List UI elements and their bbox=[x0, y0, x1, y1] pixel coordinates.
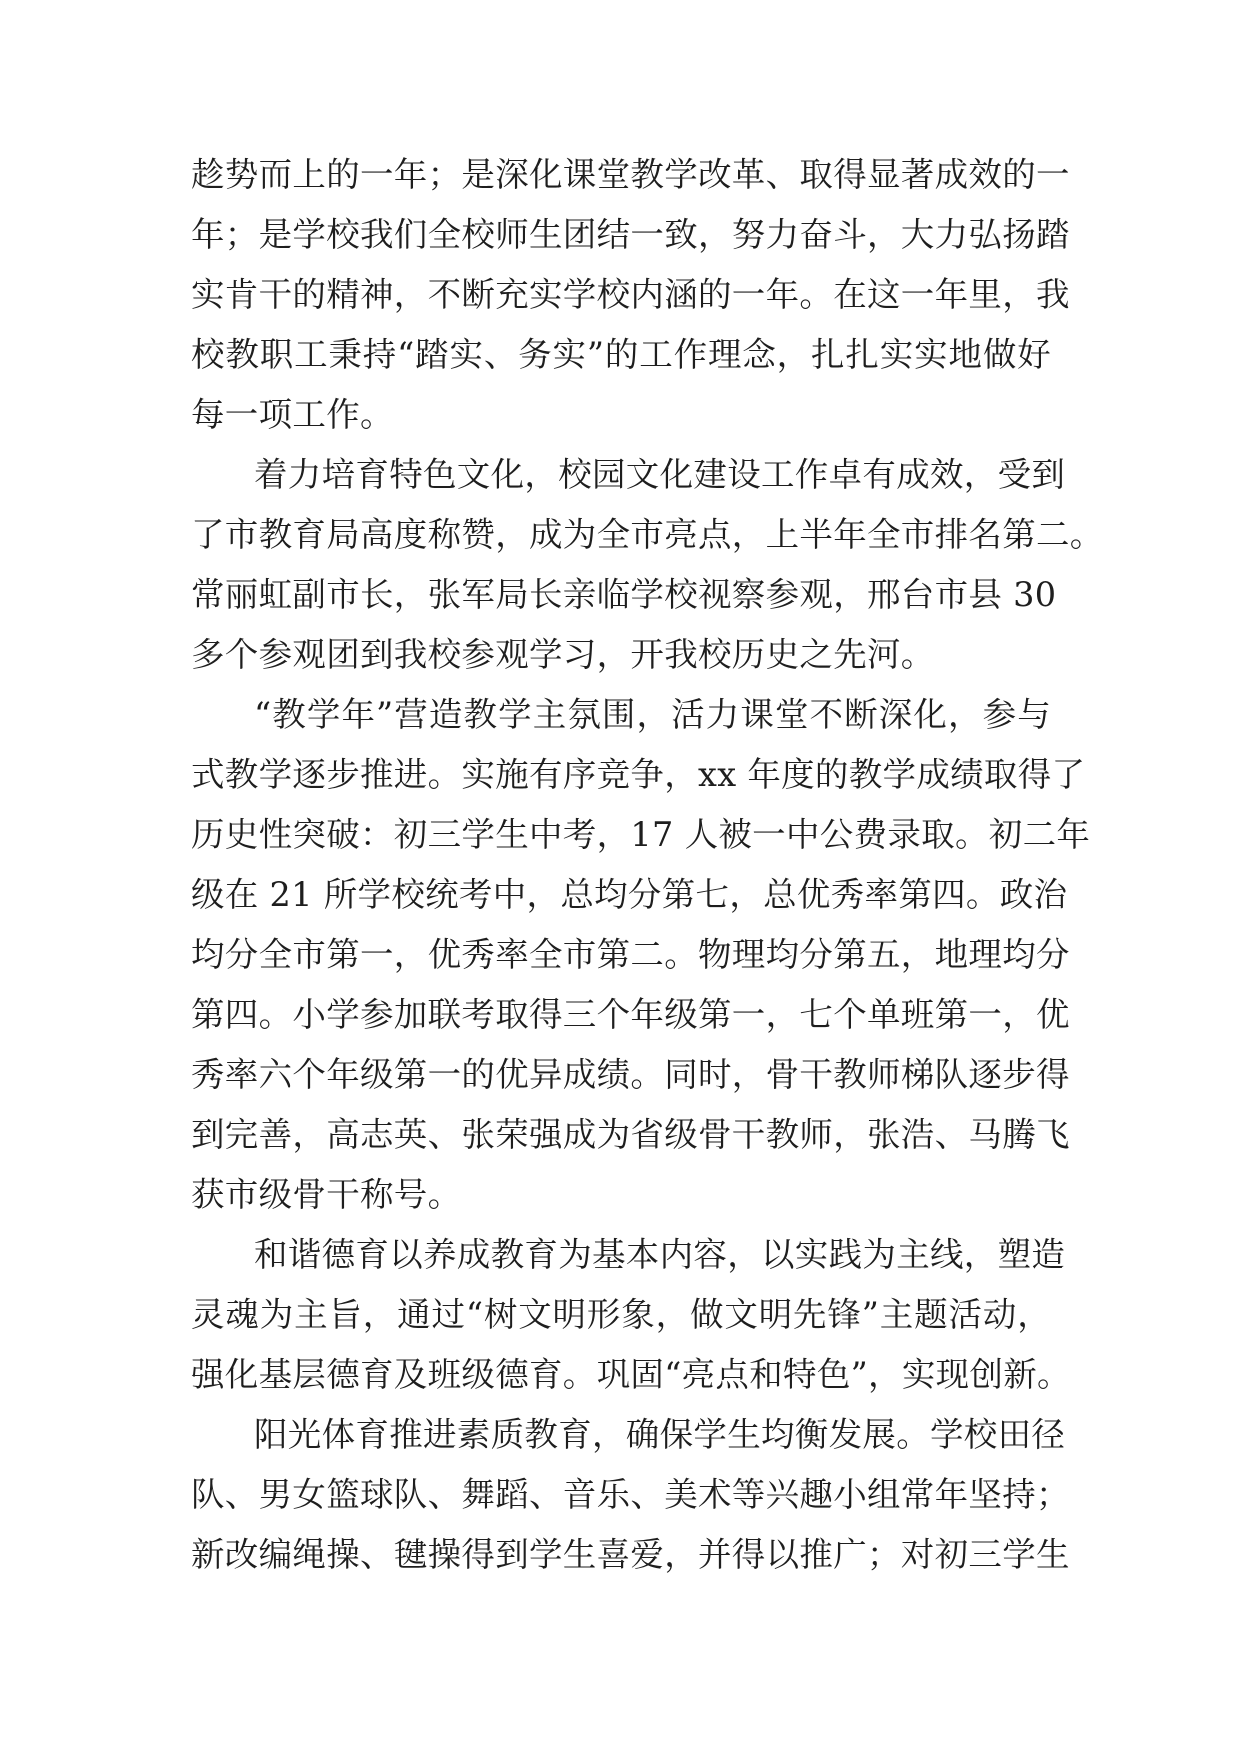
text-line: 秀率六个年级第一的优异成绩。同时，骨干教师梯队逐步得 bbox=[191, 1055, 1070, 1094]
text-line: 式教学逐步推进。实施有序竞争，xx 年度的教学成绩取得了 bbox=[191, 755, 1086, 794]
text-line: 新改编绳操、毽操得到学生喜爱，并得以推广；对初三学生 bbox=[191, 1535, 1070, 1574]
text-line: 队、男女篮球队、舞蹈、音乐、美术等兴趣小组常年坚持； bbox=[191, 1475, 1070, 1514]
text-line: 着力培育特色文化，校园文化建设工作卓有成效，受到 bbox=[254, 455, 1066, 494]
paragraph-3 bbox=[191, 685, 1091, 1225]
text-line: 趁势而上的一年；是深化课堂教学改革、取得显著成效的一 bbox=[191, 155, 1070, 194]
text-line: 获市级骨干称号。 bbox=[191, 1175, 462, 1214]
text-line: 到完善，高志英、张荣强成为省级骨干教师，张浩、马腾飞 bbox=[191, 1115, 1070, 1154]
paragraph-2 bbox=[191, 445, 1104, 685]
text-line: 了市教育局高度称赞，成为全市亮点，上半年全市排名第二。 bbox=[191, 515, 1104, 554]
document-body bbox=[191, 145, 1104, 1585]
text-line: 和谐德育以养成教育为基本内容，以实践为主线，塑造 bbox=[254, 1235, 1066, 1274]
text-line: 年；是学校我们全校师生团结一致，努力奋斗，大力弘扬踏 bbox=[191, 215, 1070, 254]
text-line: 常丽虹副市长，张军局长亲临学校视察参观，邢台市县 30 bbox=[191, 575, 1057, 614]
text-line: 每一项工作。 bbox=[191, 395, 394, 434]
text-line: 第四。小学参加联考取得三个年级第一，七个单班第一，优 bbox=[191, 995, 1070, 1034]
text-line: 实肯干的精神，不断充实学校内涵的一年。在这一年里，我 bbox=[191, 275, 1070, 314]
paragraph-5 bbox=[191, 1405, 1070, 1585]
text-line: 强化基层德育及班级德育。巩固“亮点和特色”，实现创新。 bbox=[191, 1355, 1071, 1394]
text-line: 历史性突破：初三学生中考，17 人被一中公费录取。初二年 bbox=[191, 815, 1091, 854]
text-line: “教学年”营造教学主氛围，活力课堂不断深化，参与 bbox=[254, 695, 1051, 734]
paragraph-1 bbox=[191, 145, 1070, 445]
text-line: 校教职工秉持“踏实、务实”的工作理念，扎扎实实地做好 bbox=[191, 335, 1051, 374]
text-line: 级在 21 所学校统考中，总均分第七，总优秀率第四。政治 bbox=[191, 875, 1068, 914]
text-line: 灵魂为主旨，通过“树文明形象，做文明先锋”主题活动， bbox=[191, 1295, 1051, 1334]
paragraph-4 bbox=[191, 1225, 1071, 1405]
text-line: 多个参观团到我校参观学习，开我校历史之先河。 bbox=[191, 635, 935, 674]
text-line: 阳光体育推进素质教育，确保学生均衡发展。学校田径 bbox=[254, 1415, 1066, 1454]
text-line: 均分全市第一，优秀率全市第二。物理均分第五，地理均分 bbox=[191, 935, 1070, 974]
